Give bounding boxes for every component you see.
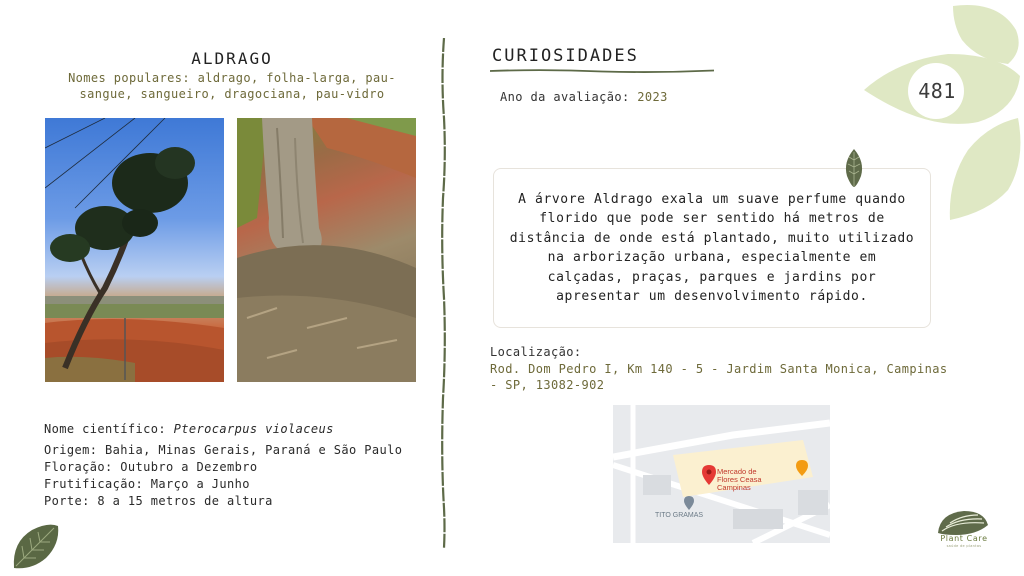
scientific-name-label: Nome científico: [44,422,174,436]
size-row: Porte: 8 a 15 metros de altura [44,494,273,508]
popular-names: Nomes populares: aldrago, folha-larga, pau-sangue, sangueiro, dragociana, pau-vidro [68,71,396,101]
scientific-name-row [44,421,402,438]
column-divider [438,38,450,548]
map-place-label: Mercado de Flores Ceasa Campinas [717,467,762,492]
location-label: Localização: [490,345,582,359]
logo-tagline: saúde de plantas [946,544,982,548]
trunk-photo-illustration [237,118,416,382]
fruiting-row: Frutificação: Março a Junho [44,477,250,491]
flowering-row: Floração: Outubro a Dezembro [44,460,258,474]
place-pin-icon[interactable] [684,496,694,510]
tree-photo-illustration [45,118,224,382]
map-secondary-label: TITO GRAMAS [655,512,704,519]
leaf-icon [10,522,60,572]
scientific-name-value: Pterocarpus violaceus [173,422,334,436]
tree-photo [45,118,224,382]
origin-row: Origem: Bahia, Minas Gerais, Paraná e São Paulo [44,443,403,457]
trunk-photo [237,118,416,382]
restaurant-pin-icon[interactable] [796,460,808,476]
curiosity-text: A árvore Aldrago exala um suave perfume quando florido que pode ser sentido há metros de distância de onde está plantado, muito utilizado na arborização urbana, especialmente em calçadas, praças, parques e jardins por apresentar um desenvolvimento rápido. [509,191,915,304]
logo-name: Plant Care [940,534,988,543]
tree-number-badge: 481 [918,79,956,103]
title-underline [490,68,714,74]
curiosities-title: CURIOSIDADES [492,46,639,66]
location-address: Rod. Dom Pedro I, Km 140 - 5 - Jardim Santa Monica, Campinas - SP, 13082-902 [490,362,948,392]
tree-title: ALDRAGO [191,49,273,68]
map-pin-icon[interactable] [702,465,716,485]
evaluation-year [500,90,668,104]
year-label: Ano da avaliação: [500,90,638,104]
year-value: 2023 [637,90,668,104]
tree-details [44,421,402,510]
